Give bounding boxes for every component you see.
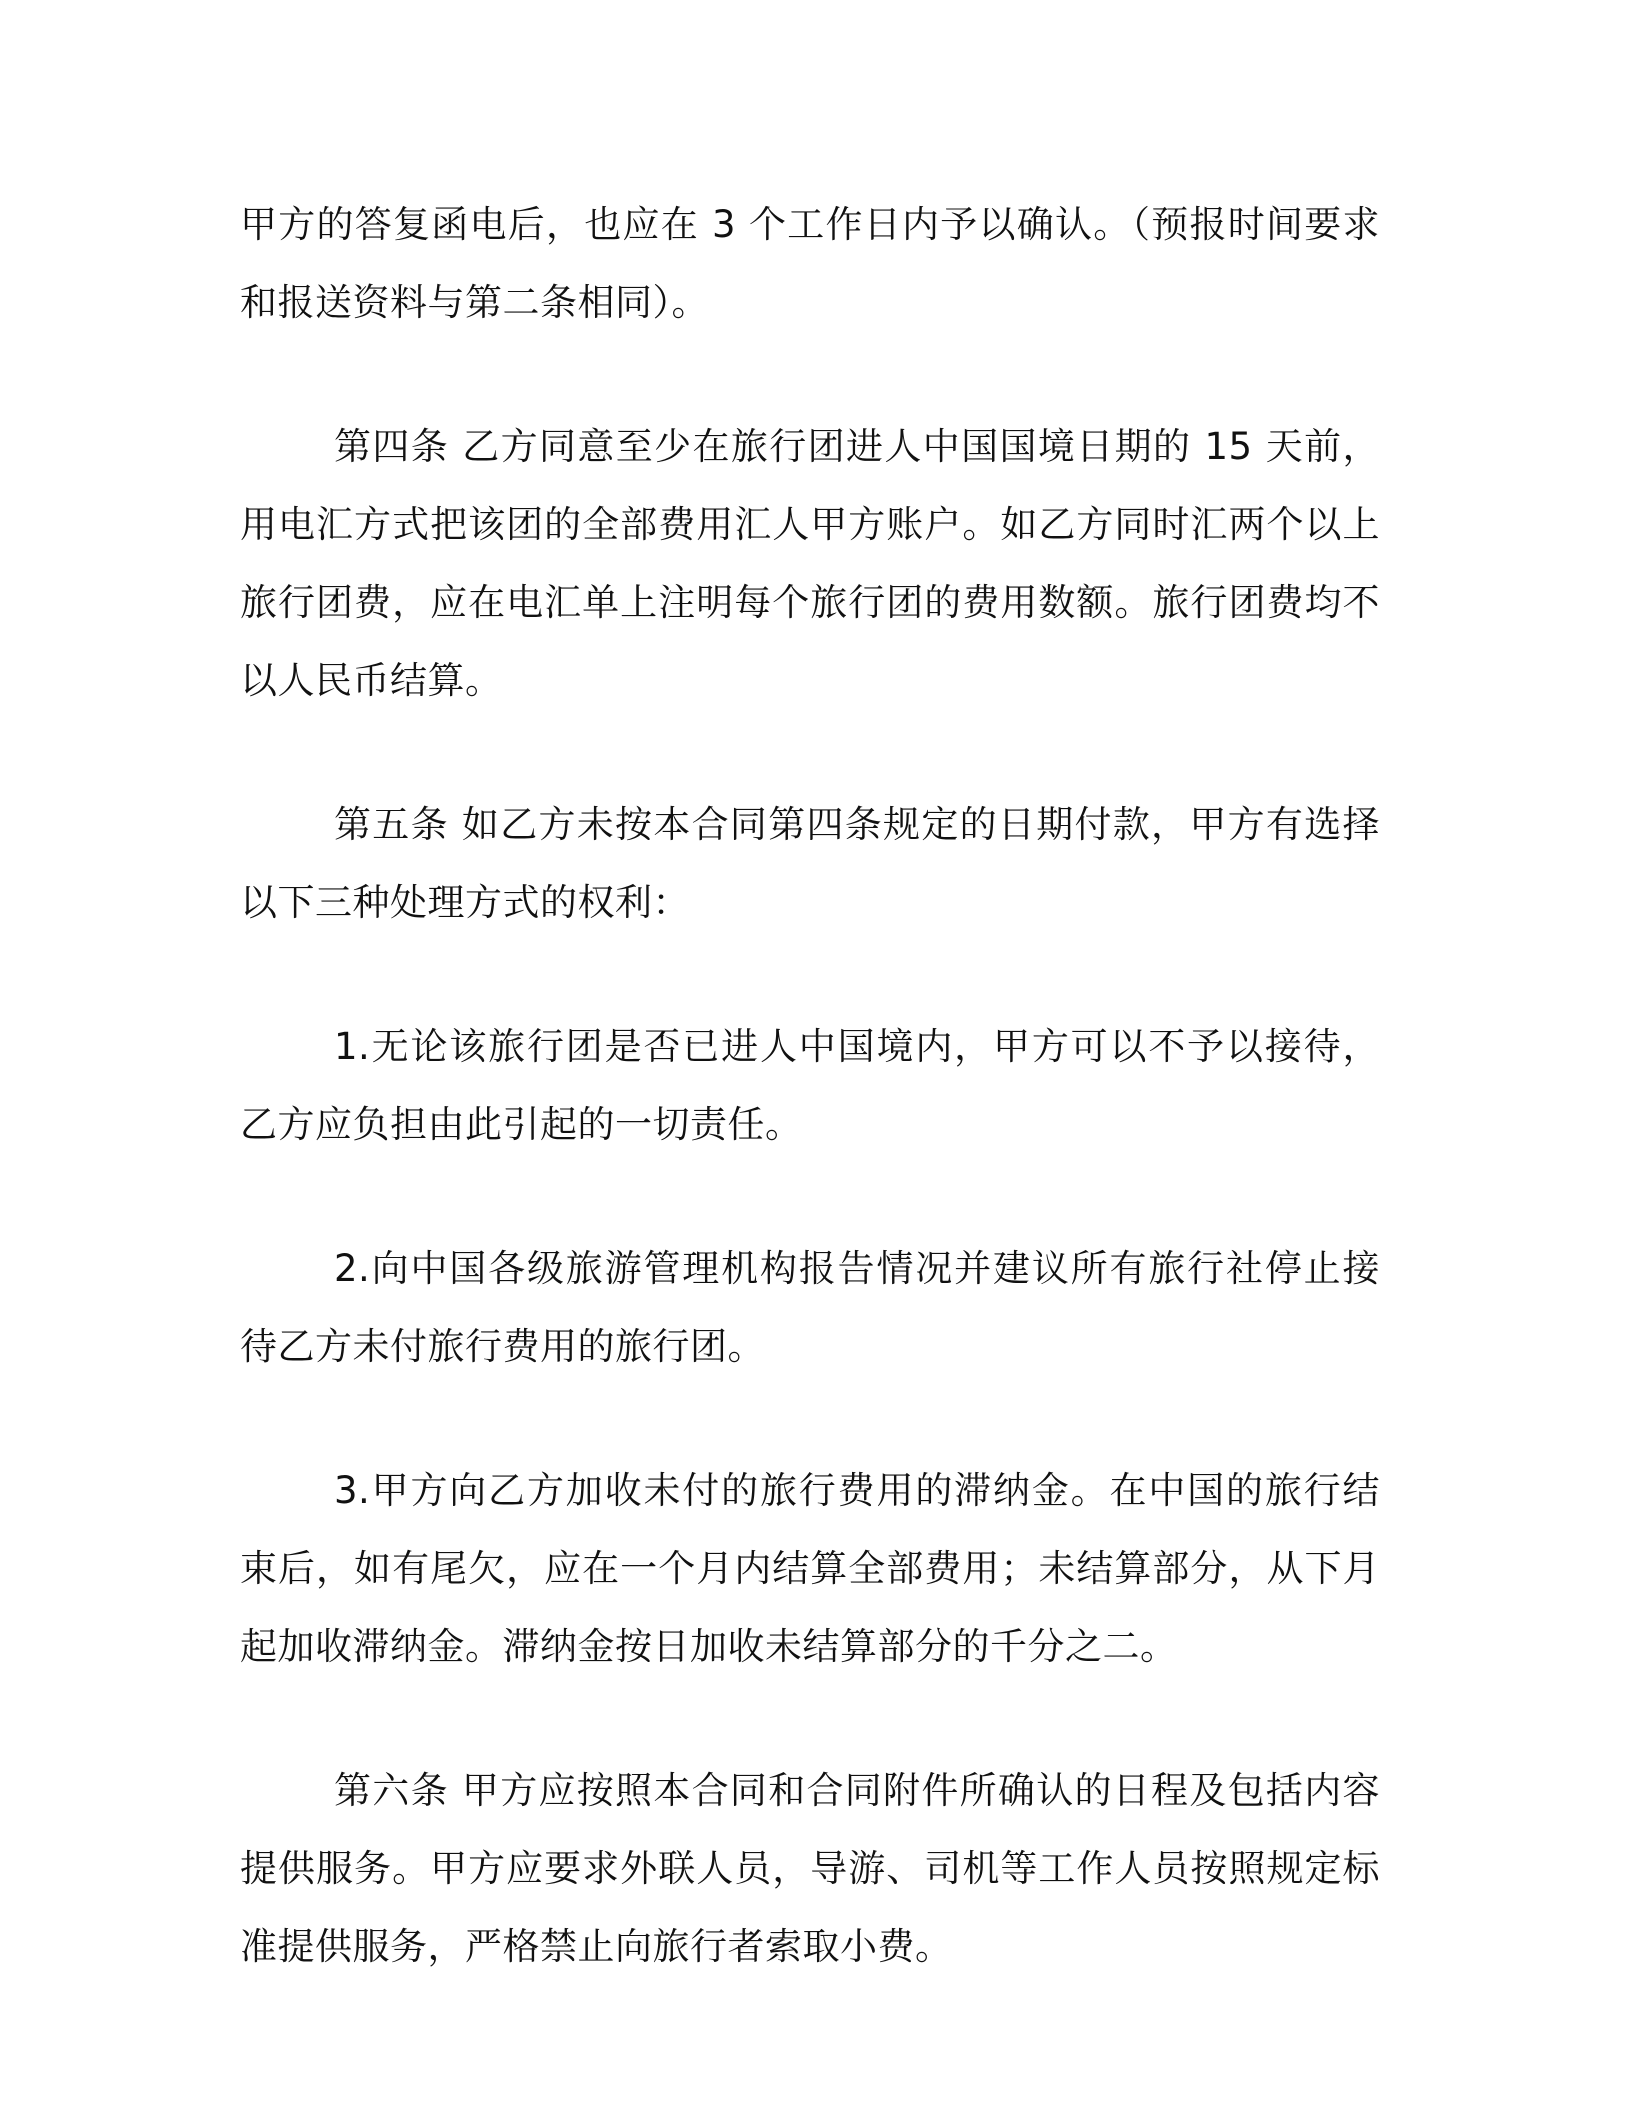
document-page xyxy=(240,186,1380,2052)
paragraph-article-6: 第六条 甲方应按照本合同和合同附件所确认的日程及包括内容提供服务。甲方应要求外联人员，导游、司机等工作人员按照规定标准提供服务，严格禁止向旅行者索取小费。 xyxy=(240,1769,1380,1968)
paragraph-confirmation: 甲方的答复函电后，也应在 3 个工作日内予以确认。（预报时间要求和报送资料与第二条相同）。 xyxy=(240,203,1380,324)
paragraph-item-3: 3.甲方向乙方加收未付的旅行费用的滞纳金。在中国的旅行结束后，如有尾欠，应在一个月内结算全部费用；未结算部分，从下月起加收滞纳金。滞纳金按日加收未结算部分的千分之二。 xyxy=(240,1469,1380,1668)
paragraph-item-2: 2.向中国各级旅游管理机构报告情况并建议所有旅行社停止接待乙方未付旅行费用的旅行团。 xyxy=(240,1247,1380,1368)
paragraph-item-1: 1.无论该旅行团是否已进人中国境内，甲方可以不予以接待，乙方应负担由此引起的一切责任。 xyxy=(240,1025,1380,1146)
paragraph-article-5: 第五条 如乙方未按本合同第四条规定的日期付款，甲方有选择以下三种处理方式的权利： xyxy=(240,803,1380,924)
paragraph-article-4: 第四条 乙方同意至少在旅行团进人中国国境日期的 15 天前，用电汇方式把该团的全部费用汇人甲方账户。如乙方同时汇两个以上旅行团费，应在电汇单上注明每个旅行团的费用数额。旅行团费均不以人民币结算。 xyxy=(240,425,1380,702)
